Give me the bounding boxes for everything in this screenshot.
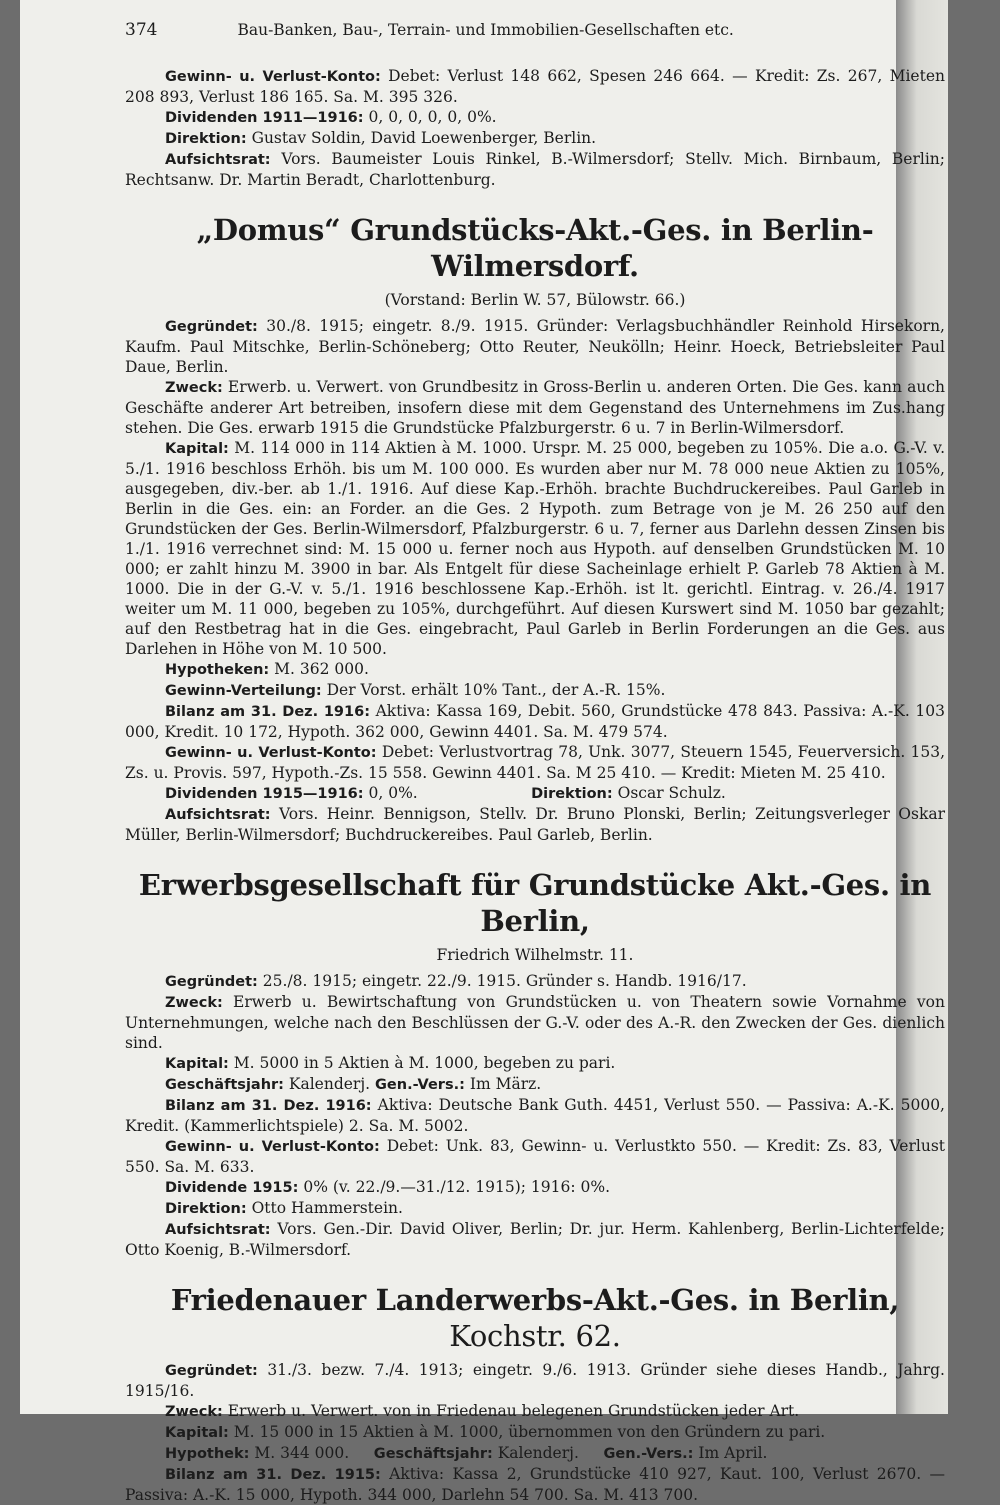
friedenau-hypothek: Hypothek: M. 344 000. Geschäftsjahr: Kalenderj. Gen.-Vers.: Im April. (165, 1444, 768, 1462)
carryover-aufsichtsrat: Aufsichtsrat: Vors. Baumeister Louis Rinkel, B.-Wilmersdorf; Stellv. Mich. Birnbaum, Berlin; Rechtsanw. Dr. Martin Beradt, Charlottenburg. (125, 150, 945, 189)
running-title: Bau-Banken, Bau-, Terrain- und Immobilien-Gesellschaften etc. (237, 21, 734, 39)
friedenau-bilanz: Bilanz am 31. Dez. 1915: Aktiva: Kassa 2, Grundstücke 410 927, Kaut. 100, Verlust 2670. — Passiva: A.-K. 15 000, Hypoth. 344 000, Darlehn 54 700. Sa. M. 413 700. (125, 1465, 945, 1504)
domus-bilanz: Bilanz am 31. Dez. 1916: Aktiva: Kassa 169, Debit. 560, Grundstücke 478 843. Passiva: A.-K. 103 000, Kredit. 10 172, Hypoth. 362 000, Gewinn 4401. Sa. M. 479 574. (125, 702, 945, 741)
entry-domus (125, 212, 945, 845)
entry-title: Erwerbsgesellschaft für Grundstücke Akt.-Ges. in Berlin, (138, 868, 932, 938)
erwerb-dividende: Dividende 1915: 0% (v. 22./9.—31./12. 1915); 1916: 0%. (165, 1178, 611, 1196)
carryover-entry (125, 66, 945, 190)
carryover-dividenden: Dividenden 1911—1916: 0, 0, 0, 0, 0, 0%. (165, 108, 497, 126)
carryover-direktion: Direktion: Gustav Soldin, David Loewenberger, Berlin. (165, 129, 597, 147)
domus-gewinn-verteilung: Gewinn-Verteilung: Der Vorst. erhält 10% Tant., der A.-R. 15%. (165, 681, 666, 699)
erwerb-direktion: Direktion: Otto Hammerstein. (165, 1199, 403, 1217)
domus-hypotheken: Hypotheken: M. 362 000. (165, 660, 369, 678)
domus-aufsichtsrat: Aufsichtsrat: Vors. Heinr. Bennigson, Stellv. Dr. Bruno Plonski, Berlin; Zeitungsverleger Oskar Müller, Berlin-Wilmersdorf; Buchdruckereibes. Paul Garleb, Berlin. (125, 805, 945, 844)
erwerb-bilanz: Bilanz am 31. Dez. 1916: Aktiva: Deutsche Bank Guth. 4451, Verlust 550. — Passiva: A.-K. 5000, Kredit. (Kammerlichtspiele) 2. Sa. M. 5002. (125, 1096, 945, 1135)
domus-kapital: Kapital: M. 114 000 in 114 Aktien à M. 1000. Urspr. M. 25 000, begeben zu 105%. Die a.o. G.-V. v. 5./1. 1916 beschloss Erhöh. bis um M. 100 000. Es wurden aber nur M. 78 000 neue Aktien zu 105%, ausgegeben, div.-ber. ab 1./1. 1916. Auf diese Kap.-Erhöh. brachte Buchdruckereibes. Paul Garleb in Berlin in die Ges. ein: an Forder. an die Ges. 2 Hypoth. zum Betrage von je M. 26 250 auf den Grundstücken der Ges. Berlin-Wilmersdorf, Pfalzburgerstr. 6 u. 7, ferner aus Darlehn dessen Zinsen bis 1./1. 1916 verrechnet sind: M. 15 000 u. ferner noch aus Hypoth. auf denselben Grundstücken M. 10 000; er zahlt hinzu M. 3900 in bar. Als Entgelt für diese Sacheinlage erhielt P. Garleb 78 Aktien à M. 1000. Die in der G.-V. v. 5./1. 1916 beschlossene Kap.-Erhöh. ist lt. gerichtl. Eintrag. v. 26./4. 1917 weiter um M. 11 000, begeben zu 105%, durchgeführt. Auf diesen Kurswert sind M. 1050 bar gezahlt; auf den Restbetrag hat in die Ges. eingebracht, Paul Garleb in Berlin Forderungen an die Ges. aus Darlehen in Höhe von M. 10 500. (125, 439, 945, 658)
entry-title: „Domus“ Grundstücks-Akt.-Ges. in Berlin-Wilmersdorf. (196, 213, 874, 283)
entry-title: Friedenauer Landerwerbs-Akt.-Ges. in Berlin, Kochstr. 62. (170, 1283, 900, 1353)
erwerb-zweck: Zweck: Erwerb u. Bewirtschaftung von Grundstücken u. von Theatern sowie Vornahme von Unternehmungen, welche nach den Beschlüssen der G.-V. oder des A.-R. den Zwecken der Ges. dienlich sind. (125, 993, 945, 1052)
entry-subtitle: (Vorstand: Berlin W. 57, Bülowstr. 66.) (384, 291, 686, 309)
domus-gegruendet: Gegründet: 30./8. 1915; eingetr. 8./9. 1915. Gründer: Verlagsbuchhändler Reinhold Hirsekorn, Kaufm. Paul Mitschke, Berlin-Schöneberg; Otto Reuter, Neukölln; Heinr. Hoeck, Betriebsleiter Paul Daue, Berlin. (125, 317, 945, 376)
entry-friedenauer (125, 1282, 945, 1505)
erwerb-gegruendet: Gegründet: 25./8. 1915; eingetr. 22./9. 1915. Gründer s. Handb. 1916/17. (165, 972, 747, 990)
erwerb-kapital: Kapital: M. 5000 in 5 Aktien à M. 1000, begeben zu pari. (165, 1054, 616, 1072)
friedenau-zweck: Zweck: Erwerb u. Verwert. von in Friedenau belegenen Grundstücken jeder Art. (165, 1402, 800, 1420)
friedenau-gegruendet: Gegründet: 31./3. bezw. 7./4. 1913; eingetr. 9./6. 1913. Gründer siehe dieses Handb., Jahrg. 1915/16. (125, 1361, 945, 1400)
page-content (125, 20, 945, 1505)
erwerb-gv-konto: Gewinn- u. Verlust-Konto: Debet: Unk. 83, Gewinn- u. Verlustkto 550. — Kredit: Zs. 83, Verlust 550. Sa. M. 633. (125, 1137, 946, 1176)
document-page (20, 0, 948, 1504)
friedenau-kapital: Kapital: M. 15 000 in 15 Aktien à M. 1000, übernommen von den Gründern zu pari. (165, 1423, 826, 1441)
domus-zweck: Zweck: Erwerb. u. Verwert. von Grundbesitz in Gross-Berlin u. anderen Orten. Die Ges. kann auch Geschäfte anderer Art betreiben, insofern diese mit dem Gegenstand des Unternehmens im Zus.hang stehen. Die Ges. erwarb 1915 die Grundstücke Pfalzburgerstr. 6 u. 7 in Berlin-Wilmersdorf. (125, 378, 945, 437)
entry-erwerbsgesellschaft (125, 867, 945, 1260)
domus-dividenden: Dividenden 1915—1916: 0, 0%. Direktion: Oscar Schulz. (165, 784, 726, 802)
carryover-gv: Gewinn- u. Verlust-Konto: Debet: Verlust 148 662, Spesen 246 664. — Kredit: Zs. 267, Mieten 208 893, Verlust 186 165. Sa. M. 395 326. (125, 67, 945, 106)
domus-gv-konto: Gewinn- u. Verlust-Konto: Debet: Verlustvortrag 78, Unk. 3077, Steuern 1545, Feuerversich. 153, Zs. u. Provis. 597, Hypoth.-Zs. 15 558. Gewinn 4401. Sa. M 25 410. — Kredit: Mieten M. 25 410. (125, 743, 946, 782)
erwerb-aufsichtsrat: Aufsichtsrat: Vors. Gen.-Dir. David Oliver, Berlin; Dr. jur. Herm. Kahlenberg, Berlin-Lichterfelde; Otto Koenig, B.-Wilmersdorf. (125, 1220, 946, 1259)
entry-subtitle: Friedrich Wilhelmstr. 11. (436, 946, 634, 964)
page-number: 374 (125, 20, 158, 40)
running-header (125, 20, 945, 40)
erwerb-geschaeftsjahr: Geschäftsjahr: Kalenderj. Gen.-Vers.: Im März. (165, 1075, 542, 1093)
